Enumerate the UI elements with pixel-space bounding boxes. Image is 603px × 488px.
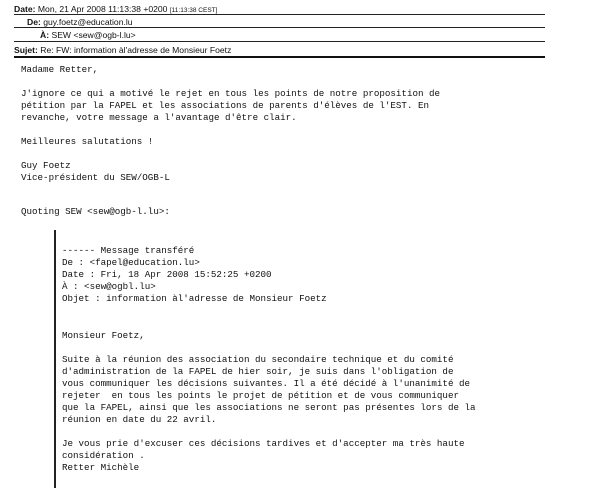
forward-date: Date : Fri, 18 Apr 2008 15:52:25 +0200 [62,269,272,280]
signature-title: Vice-président du SEW/OGB-L [21,172,170,183]
date-extra: [11:13:38 CEST] [169,7,218,14]
body-paragraph: J'ignore ce qui a motivé le rejet en tous les points de notre proposition de pétition par la FAPEL et les associations de parents d'élèves de l'EST. En revanche, votre message a l'avantage d'être clair. [21,88,441,123]
header-divider [14,27,545,28]
header-divider [14,14,545,15]
to-value: SEW <sew@ogb-l.lu> [51,30,136,40]
forwarded-header [62,245,327,305]
header-divider [14,41,545,42]
quoted-paragraph-2: Je vous prie d'excuser ces décisions tardives et d'accepter ma très haute considération . [62,438,465,461]
header-to-row [14,30,545,41]
quoted-signature: Retter Michèle [62,462,140,473]
body-closing: Meilleures salutations ! [21,136,154,147]
header-bottom-rule [14,56,545,58]
forward-to: À : <sew@ogbl.lu> [62,281,156,292]
quote-bar [54,230,56,488]
from-value: guy.foetz@education.lu [43,17,133,27]
quoting-line: Quoting SEW <sew@ogb-l.lu>: [21,206,170,217]
subject-value: Re: FW: information àl'adresse de Monsieur Foetz [40,45,232,55]
forward-marker: ------ Message transféré [62,245,195,256]
message-body [21,64,440,184]
signature-name: Guy Foetz [21,160,71,171]
date-value: Mon, 21 Apr 2008 11:13:38 +0200 [37,4,168,14]
quoted-greeting: Monsieur Foetz, [62,330,145,341]
forward-subject: Objet : information àl'adresse de Monsieur Foetz [62,293,327,304]
to-label: À: [40,30,50,40]
forward-from: De : <fapel@education.lu> [62,257,200,268]
quoted-paragraph-1: Suite à la réunion des association du secondaire technique et du comité d'administration de la FAPEL de hier soir, je suis dans l'obligation de vous communiquer les décisions suivantes. Il a été décidé à l'unanimité de rejeter en tous les points le projet de pétition et de vous communiquer que la FAPEL, ainsi que les associations ne seront pas présentes lors de la réunion en date du 22 avril. [62,354,476,425]
from-label: De: [27,17,41,27]
quoted-message [62,330,476,474]
body-greeting: Madame Retter, [21,64,99,75]
subject-label: Sujet: [14,45,38,55]
date-label: Date: [14,4,36,14]
header-subject-row [14,45,545,56]
